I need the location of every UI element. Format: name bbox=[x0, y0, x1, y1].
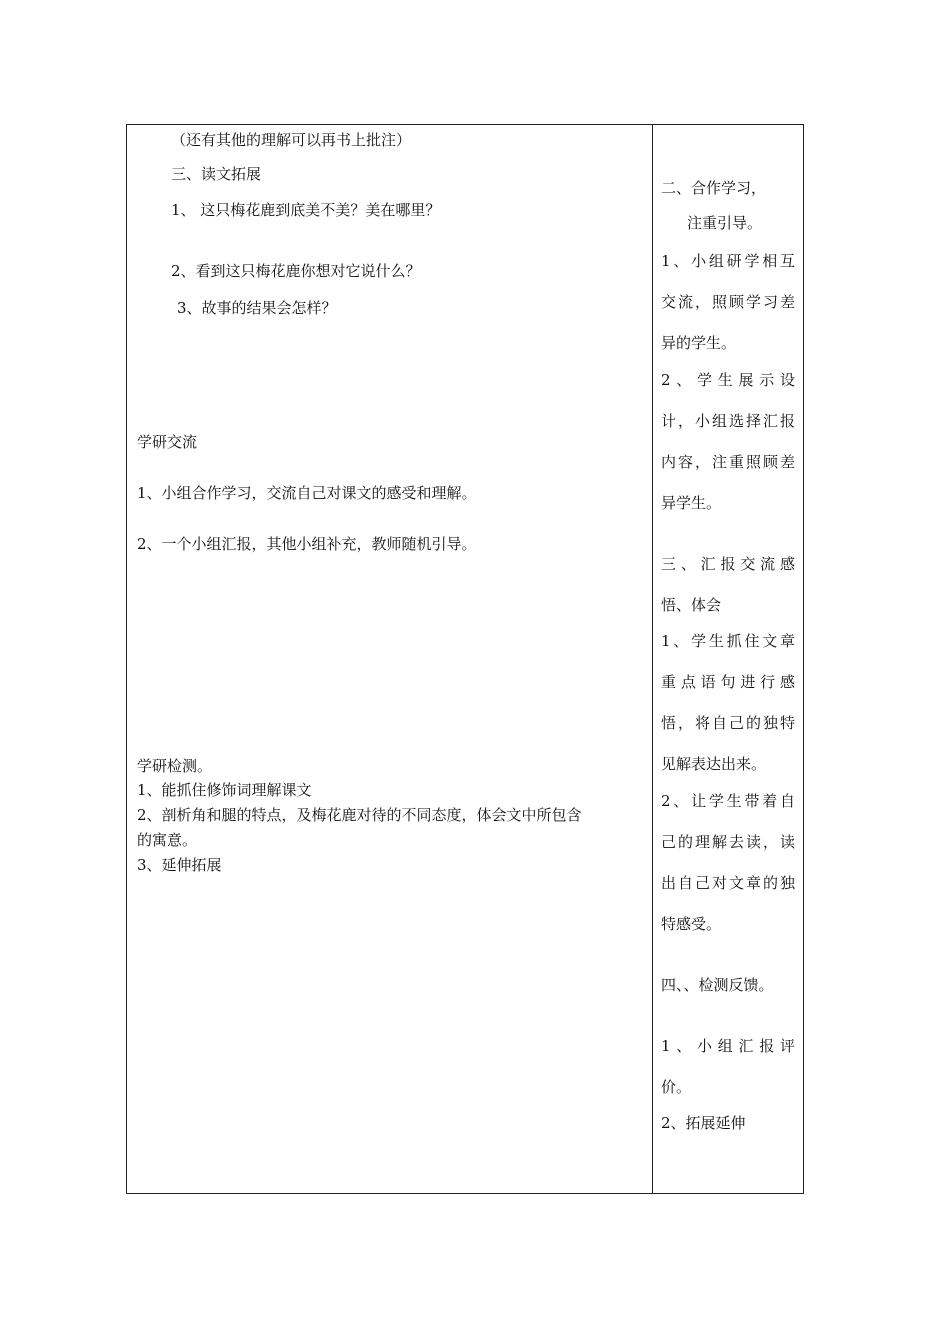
right-line: 出自己对文章的独 bbox=[661, 874, 795, 892]
right-line: 四、、检测反馈。 bbox=[661, 976, 774, 994]
right-line: 悟，将自己的独特 bbox=[661, 714, 795, 732]
right-line: 见解表达出来。 bbox=[661, 755, 767, 773]
right-line: 特感受。 bbox=[661, 915, 722, 933]
right-line: 二、合作学习， bbox=[661, 179, 767, 197]
right-line: 1、小组汇报评 bbox=[661, 1037, 795, 1055]
test-item-3: 3、延伸拓展 bbox=[137, 856, 222, 874]
column-divider bbox=[652, 125, 653, 1193]
right-line: 2、学生展示设 bbox=[661, 371, 795, 389]
question-1: 1、 这只梅花鹿到底美不美？美在哪里？ bbox=[171, 201, 441, 219]
right-line: 1、小组研学相互 bbox=[661, 252, 795, 270]
exchange-item-2: 2、一个小组汇报，其他小组补充，教师随机引导。 bbox=[137, 535, 477, 553]
right-line: 注重引导。 bbox=[687, 214, 763, 232]
right-line: 己的理解去读，读 bbox=[661, 833, 795, 851]
test-item-2: 2、剖析角和腿的特点，及梅花鹿对待的不同态度，体会文中所包含 bbox=[137, 806, 582, 824]
test-title: 学研检测。 bbox=[137, 757, 213, 775]
right-line: 1、学生抓住文章 bbox=[661, 632, 795, 650]
question-3: 3、故事的结果会怎样？ bbox=[177, 299, 337, 317]
note-text: （还有其他的理解可以再书上批注） bbox=[171, 131, 412, 149]
right-line: 异学生。 bbox=[661, 494, 722, 512]
right-line: 三、汇报交流感 bbox=[661, 555, 795, 573]
right-line: 内容，注重照顾差 bbox=[661, 453, 795, 471]
right-line: 2、拓展延伸 bbox=[661, 1114, 746, 1132]
right-line: 悟、体会 bbox=[661, 596, 722, 614]
test-item-2-cont: 的寓意。 bbox=[137, 831, 198, 849]
exchange-title: 学研交流 bbox=[137, 433, 198, 451]
right-line: 交流，照顾学习差 bbox=[661, 293, 795, 311]
right-line: 价。 bbox=[661, 1078, 692, 1096]
section3-title: 三、读文拓展 bbox=[171, 165, 262, 183]
right-line: 计，小组选择汇报 bbox=[661, 412, 795, 430]
question-2: 2、看到这只梅花鹿你想对它说什么？ bbox=[171, 262, 421, 280]
test-item-1: 1、能抓住修饰词理解课文 bbox=[137, 781, 312, 799]
right-line: 异的学生。 bbox=[661, 334, 737, 352]
exchange-item-1: 1、小组合作学习，交流自己对课文的感受和理解。 bbox=[137, 484, 477, 502]
right-line: 重点语句进行感 bbox=[661, 673, 795, 691]
right-line: 2、让学生带着自 bbox=[661, 792, 795, 810]
lesson-plan-table bbox=[126, 124, 804, 1194]
